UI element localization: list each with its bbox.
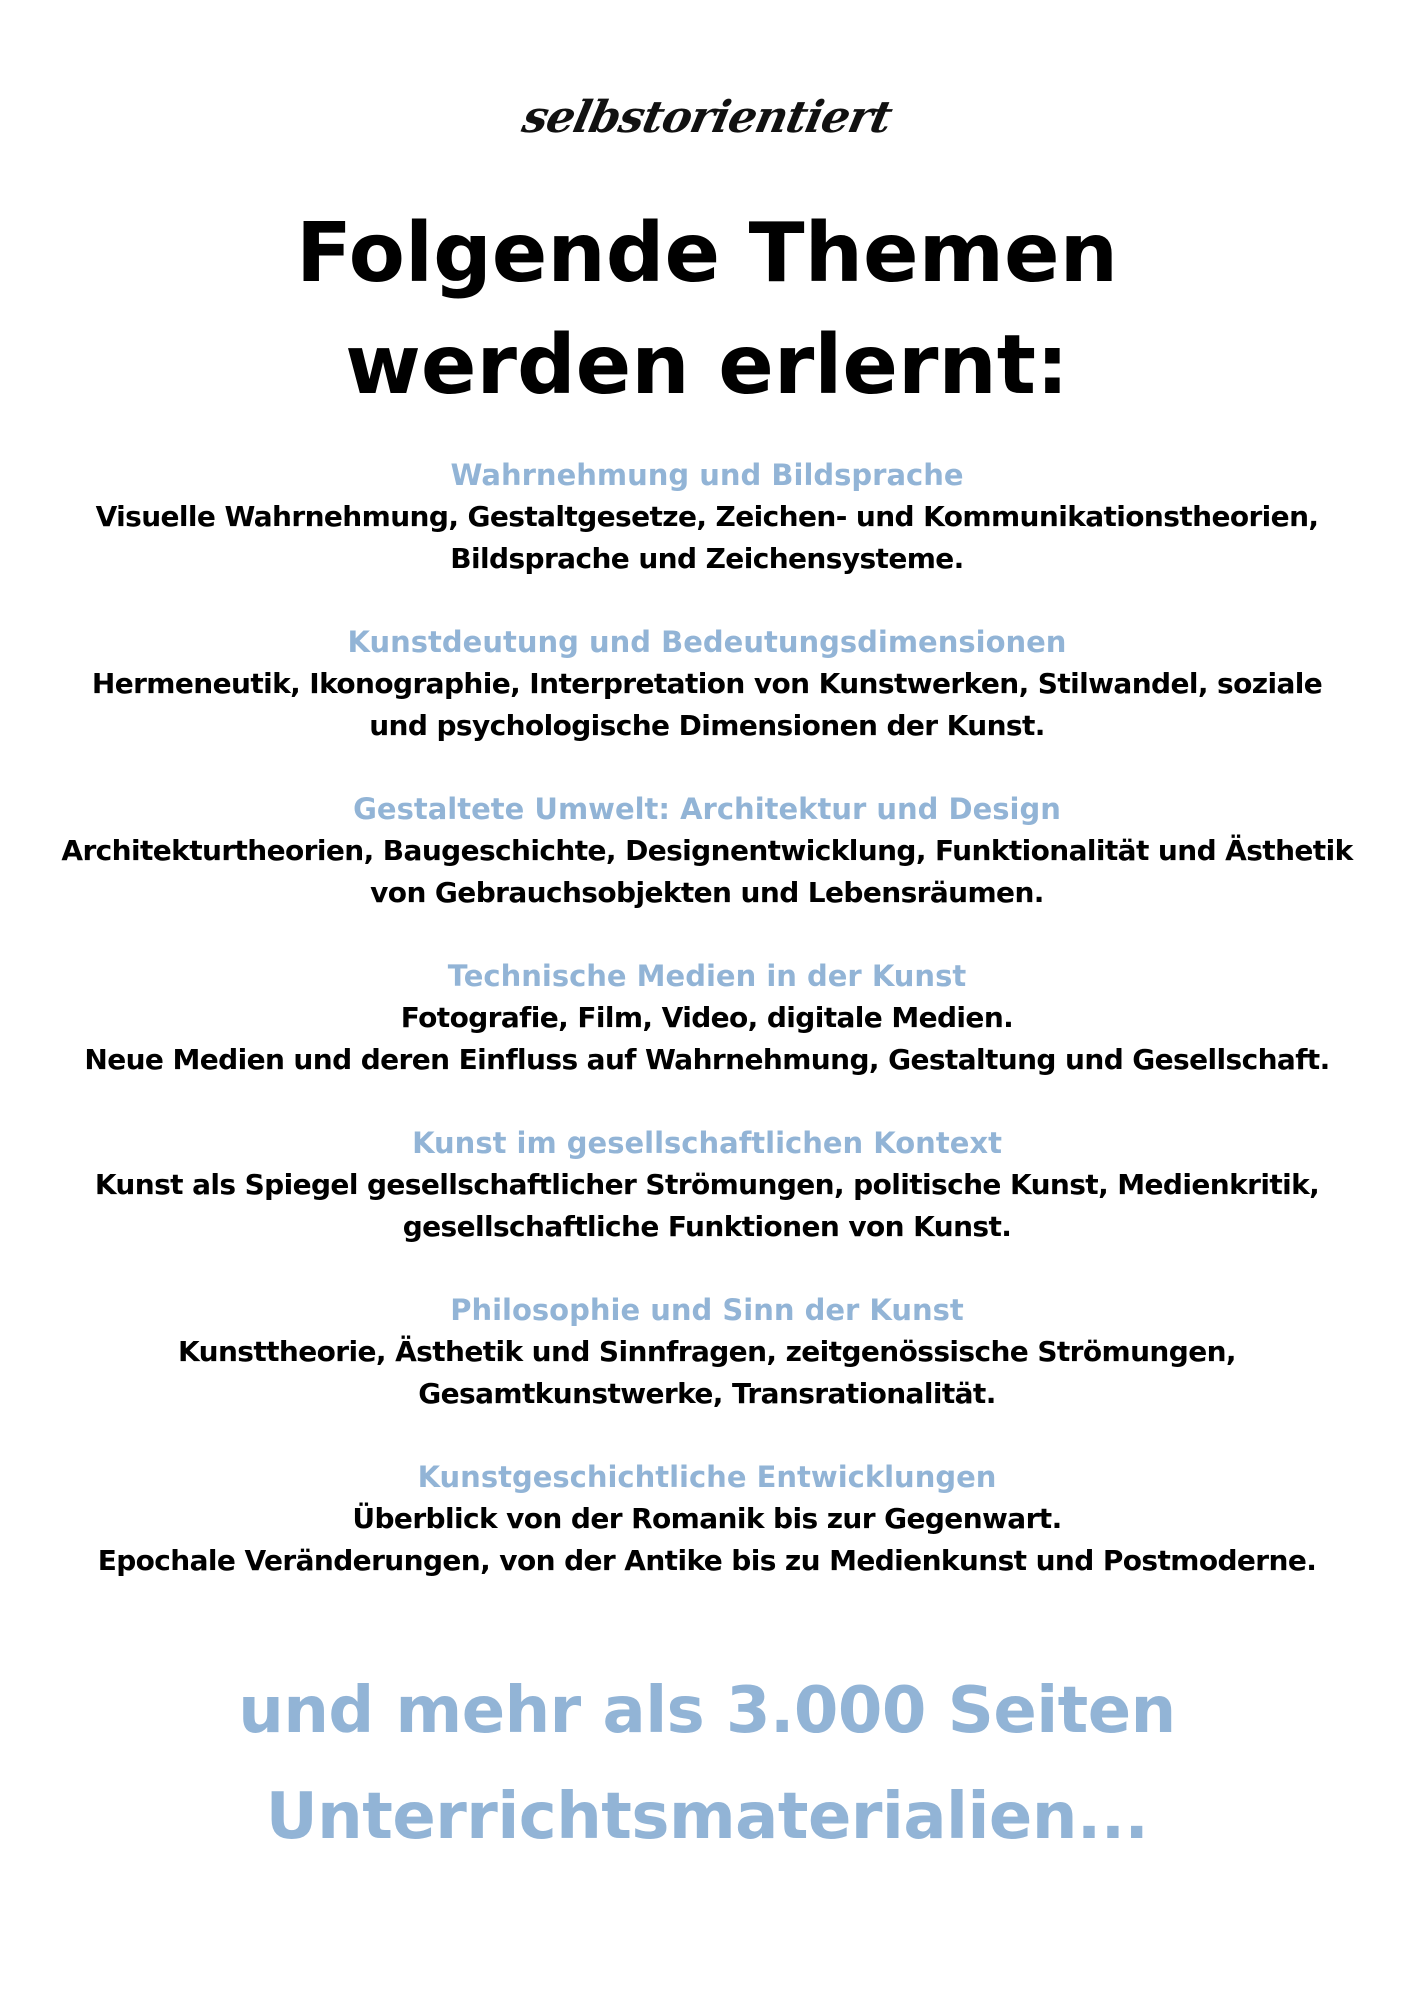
topic-description-line: Gesamtkunstwerke, Transrationalität. [418,1377,996,1410]
topic-description-line: Hermeneutik, Ikonographie, Interpretation von Kunstwerken, Stilwandel, soziale [91,667,1323,700]
topic-item [0,454,1414,621]
topic-list [0,454,1414,1623]
topic-description-line: und psychologische Dimensionen der Kunst. [369,709,1045,742]
topic-description-line: Kunst als Spiegel gesellschaftlicher Strömungen, politische Kunst, Medienkritik, [94,1168,1320,1201]
topic-item [0,621,1414,788]
page-title [0,198,1414,422]
topic-description-line: Überblick von der Romanik bis zur Gegenwart. [352,1502,1062,1535]
topic-item [0,955,1414,1122]
brand-logo: selbstorientiert [518,92,896,143]
topic-description-line: Kunsttheorie, Ästhetik und Sinnfragen, zeitgenössische Strömungen, [178,1335,1236,1368]
topic-description-line: Visuelle Wahrnehmung, Gestaltgesetze, Zeichen- und Kommunikationstheorien, [95,500,1319,533]
topic-heading: Kunst im gesellschaftlichen Kontext [412,1126,1002,1160]
page-title-line-2: werden erlernt: [345,318,1069,413]
topic-description-line: Bildsprache und Zeichensysteme. [450,542,964,575]
footer-callout-line-2: Unterrichtsmaterialien... [265,1780,1149,1854]
topic-heading: Wahrnehmung und Bildsprache [450,458,964,492]
topic-item [0,1122,1414,1289]
topic-description-line: Architekturtheorien, Baugeschichte, Designentwicklung, Funktionalität und Ästhetik [61,834,1353,867]
topic-description-line: Fotografie, Film, Video, digitale Medien. [400,1001,1014,1034]
topic-description-line: Neue Medien und deren Einfluss auf Wahrnehmung, Gestaltung und Gesellschaft. [84,1043,1330,1076]
topic-heading: Philosophie und Sinn der Kunst [450,1293,964,1327]
footer-callout [0,1658,1414,1870]
topic-heading: Gestaltete Umwelt: Architektur und Design [353,792,1061,826]
page-title-line-1: Folgende Themen [295,206,1119,301]
topic-heading: Kunstdeutung und Bedeutungsdimensionen [347,625,1067,659]
topic-description-line: gesellschaftliche Funktionen von Kunst. [402,1210,1012,1243]
topic-item [0,1289,1414,1456]
topic-heading: Technische Medien in der Kunst [447,959,967,993]
topic-description-line: Epochale Veränderungen, von der Antike bis zu Medienkunst und Postmoderne. [97,1544,1317,1577]
topic-description-line: von Gebrauchsobjekten und Lebensräumen. [370,876,1044,909]
topic-heading: Kunstgeschichtliche Entwicklungen [417,1460,997,1494]
footer-callout-line-1: und mehr als 3.000 Seiten [238,1674,1176,1748]
topic-item [0,1456,1414,1623]
topic-item [0,788,1414,955]
